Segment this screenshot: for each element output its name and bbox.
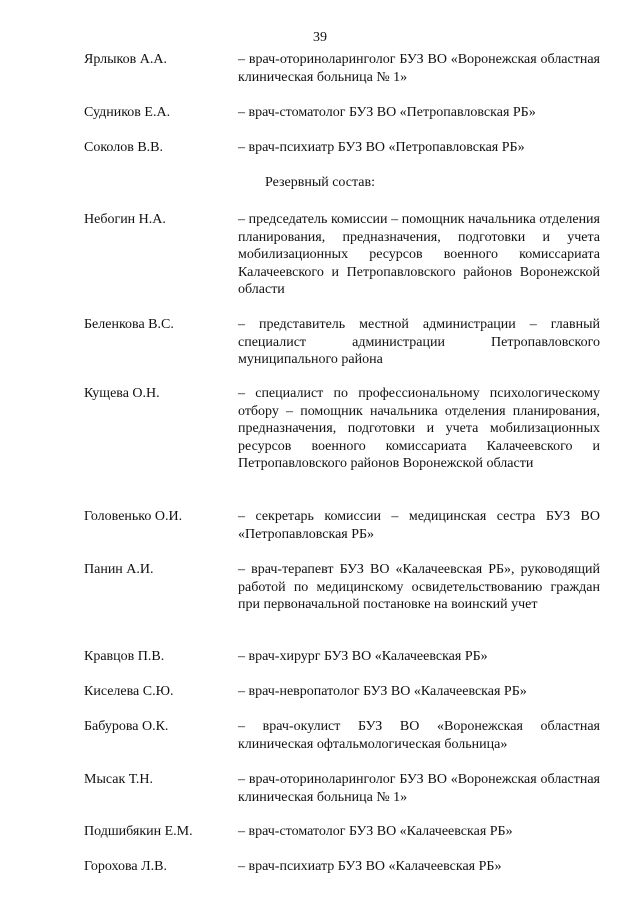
member-name: Ярлыков А.А. [84, 52, 167, 67]
member-role: – врач-оториноларинголог БУЗ ВО «Воронежская областная клиническая больница № 1» [238, 52, 600, 85]
member-role: – врач-окулист БУЗ ВО «Воронежская областная клиническая офтальмологическая больница» [238, 719, 600, 752]
member-role: – врач-терапевт БУЗ ВО «Калачеевская РБ», руководящий работой по медицинскому освидетельствованию граждан при первоначальной постановке на воинский учет [238, 562, 600, 612]
member-role: – представитель местной администрации – главный специалист администрации Петропавловского муниципального района [238, 317, 600, 367]
member-role: – специалист по профессиональному психологическому отбору – помощник начальника отделения планирования, предназначения, подготовки и учета мобилизационных ресурсов военного комиссариата Калачеевского и Петропавловского районов Воронежской области [238, 386, 600, 471]
member-name: Киселева С.Ю. [84, 684, 174, 699]
member-name: Горохова Л.В. [84, 859, 167, 874]
member-role: – секретарь комиссии – медицинская сестра БУЗ ВО «Петропавловская РБ» [238, 509, 600, 542]
member-role: – председатель комиссии – помощник начальника отделения планирования, предназначения, подготовки и учета мобилизационных ресурсов военного комиссариата Калачеевского и Петропавловского районов Воронежской области [238, 212, 600, 297]
member-name: Соколов В.В. [84, 140, 164, 155]
member-role: – врач-психиатр БУЗ ВО «Калачеевская РБ» [238, 859, 502, 874]
member-role: – врач-стоматолог БУЗ ВО «Калачеевская РБ» [238, 824, 513, 839]
member-name: Панин А.И. [84, 562, 154, 577]
member-name: Судников Е.А. [84, 105, 171, 120]
member-role: – врач-невропатолог БУЗ ВО «Калачеевская РБ» [238, 684, 527, 699]
reserve-section-title: Резервный состав: [264, 175, 375, 190]
member-name: Мысак Т.Н. [84, 772, 154, 787]
member-name: Кравцов П.В. [84, 649, 165, 664]
member-name: Кущева О.Н. [84, 386, 160, 401]
member-role: – врач-хирург БУЗ ВО «Калачеевская РБ» [238, 649, 488, 664]
member-name: Подшибякин Е.М. [84, 824, 193, 839]
page-number: 39 [313, 30, 327, 45]
member-role: – врач-психиатр БУЗ ВО «Петропавловская РБ» [238, 140, 525, 155]
member-role: – врач-оториноларинголог БУЗ ВО «Воронежская областная клиническая больница № 1» [238, 772, 600, 805]
member-name: Головенько О.И. [84, 509, 183, 524]
member-name: Беленкова В.С. [84, 317, 174, 332]
member-name: Небогин Н.А. [84, 212, 166, 227]
member-name: Бабурова О.К. [84, 719, 169, 734]
member-role: – врач-стоматолог БУЗ ВО «Петропавловская РБ» [238, 105, 536, 120]
